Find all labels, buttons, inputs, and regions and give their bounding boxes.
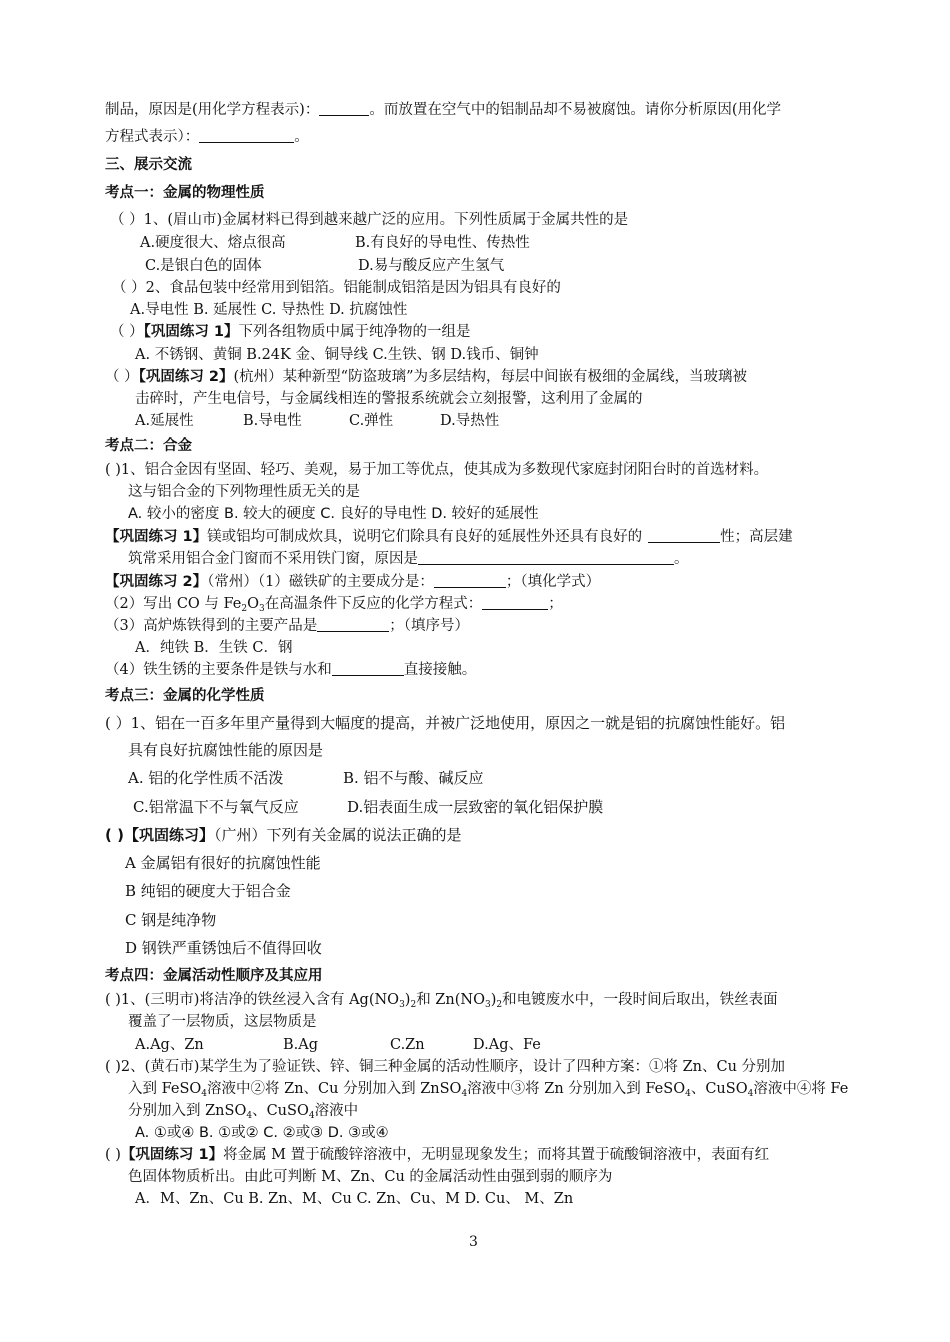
options-row: A. ①或④ B. ①或② C. ②或③ D. ③或④ bbox=[135, 1125, 389, 1141]
answer-blank[interactable] bbox=[317, 617, 389, 632]
answer-blank[interactable] bbox=[319, 101, 369, 116]
topic-1-title: 考点一：金属的物理性质 bbox=[105, 185, 265, 201]
option: A.硬度很大、熔点很高 bbox=[140, 235, 286, 251]
section-heading: 三、展示交流 bbox=[105, 157, 192, 173]
question: （ ）【巩固练习 1】下列各组物质中属于纯净物的一组是 bbox=[110, 324, 471, 340]
topic-2-title: 考点二：合金 bbox=[105, 438, 192, 454]
option: A. 铝的化学性质不活泼 bbox=[128, 769, 284, 787]
option: D.Ag、Fe bbox=[473, 1037, 541, 1053]
topic-4-title: 考点四：金属活动性顺序及其应用 bbox=[105, 968, 323, 984]
answer-blank[interactable] bbox=[332, 661, 404, 676]
option: D 钢铁严重锈蚀后不值得回收 bbox=[125, 939, 322, 957]
option: A 金属铝有很好的抗腐蚀性能 bbox=[125, 854, 321, 872]
option: D.导热性 bbox=[440, 413, 500, 429]
question-continued: 覆盖了一层物质，这层物质是 bbox=[128, 1014, 317, 1030]
options-row: A. 不锈钢、黄铜 B.24K 金、铜导线 C.生铁、钢 D.钱币、铜钟 bbox=[135, 347, 539, 363]
option: B.导电性 bbox=[243, 413, 302, 429]
option: B.Ag bbox=[283, 1037, 319, 1053]
question-continued: 这与铝合金的下列物理性质无关的是 bbox=[128, 484, 360, 500]
question: ( )1、铝合金因有坚固、轻巧、美观，易于加工等优点，使其成为多数现代家庭封闭阳台时的首选材料。 bbox=[105, 462, 769, 478]
question: （ ）2、食品包装中经常用到铝箔。铝能制成铝箔是因为铝具有良好的 bbox=[112, 280, 561, 296]
exercise: ( )【巩固练习 1】将金属 M 置于硫酸锌溶液中，无明显现象发生；而将其置于硫酸铜溶液中，表面有红 bbox=[105, 1147, 770, 1163]
answer-blank[interactable] bbox=[482, 595, 548, 610]
question: （ ）1、(眉山市)金属材料已得到越来越广泛的应用。下列性质属于金属共性的是 bbox=[110, 212, 629, 228]
exercise-continued: 筑常采用铝合金门窗而不采用铁门窗，原因是 。 bbox=[128, 551, 689, 567]
exercise-part: （2）写出 CO 与 $Fe_2O_3$在高温条件下反应的化学方程式： ； bbox=[105, 596, 563, 614]
option: B 纯铝的硬度大于铝合金 bbox=[125, 882, 291, 900]
question: ( )2、(黄石市)某学生为了验证铁、锌、铜三种金属的活动性顺序，设计了四种方案：①将 Zn、Cu 分别加 bbox=[105, 1059, 786, 1075]
question-continued: 击碎时，产生电信号，与金属线相连的警报系统就会立刻报警，这利用了金属的 bbox=[135, 391, 643, 407]
option: D.铝表面生成一层致密的氧化铝保护膜 bbox=[347, 798, 604, 816]
option: C.Zn bbox=[390, 1037, 425, 1053]
question-continued: 具有良好抗腐蚀性能的原因是 bbox=[128, 741, 324, 759]
page-number: 3 bbox=[469, 1234, 478, 1250]
answer-blank[interactable] bbox=[434, 573, 506, 588]
exercise: 【巩固练习 2】（常州）（1）磁铁矿的主要成分是： ；（填化学式） bbox=[105, 574, 601, 590]
intro-line-1: 制品，原因是(用化学方程表示)： 。而放置在空气中的铝制品却不易被腐蚀。请你分析原因(用化学 bbox=[105, 102, 781, 118]
option: A.Ag、Zn bbox=[135, 1037, 204, 1053]
options-row: A. 较小的密度 B. 较大的硬度 C. 良好的导电性 D. 较好的延展性 bbox=[128, 506, 539, 522]
options-row: A.导电性 B. 延展性 C. 导热性 D. 抗腐蚀性 bbox=[130, 302, 408, 318]
question: ( )1、(三明市)将洁净的铁丝浸入含有 $Ag(NO_3)_2$和 $Zn(NO_3)_2$和电镀废水中，一段时间后取出，铁丝表面 bbox=[105, 992, 778, 1010]
question: ( ）1、铝在一百多年里产量得到大幅度的提高，并被广泛地使用，原因之一就是铝的抗腐蚀性能好。铝 bbox=[105, 714, 786, 732]
option: C.弹性 bbox=[349, 413, 394, 429]
topic-3-title: 考点三：金属的化学性质 bbox=[105, 688, 265, 704]
answer-blank[interactable] bbox=[199, 128, 294, 143]
option: B. 铝不与酸、碱反应 bbox=[343, 769, 484, 787]
option: C.铝常温下不与氧气反应 bbox=[133, 798, 299, 816]
option: A.延展性 bbox=[135, 413, 194, 429]
exercise-part: （4）铁生锈的主要条件是铁与水和 直接接触。 bbox=[105, 662, 477, 678]
exercise-continued: 色固体物质析出。由此可判断 M、Zn、Cu 的金属活动性由强到弱的顺序为 bbox=[128, 1169, 613, 1185]
exercise: ( )【巩固练习】（广州）下列有关金属的说法正确的是 bbox=[105, 826, 462, 844]
question: （ ）【巩固练习 2】(杭州）某种新型“防盗玻璃”为多层结构，每层中间嵌有极细的金属线，当玻璃被 bbox=[105, 369, 747, 385]
exercise-part: （3）高炉炼铁得到的主要产品是 ；（填序号） bbox=[105, 618, 469, 634]
option: B.有良好的导电性、传热性 bbox=[355, 235, 530, 251]
options-row: A．纯铁 B．生铁 C．钢 bbox=[135, 640, 293, 656]
intro-line-2: 方程式表示）： 。 bbox=[105, 129, 309, 145]
options-row: A．M、Zn、Cu B. Zn、M、Cu C. Zn、Cu、M D. Cu、 M、Zn bbox=[135, 1191, 574, 1207]
exercise: 【巩固练习 1】镁或铝均可制成炊具，说明它们除具有良好的延展性外还具有良好的 性；高层建 bbox=[105, 529, 793, 545]
option: C.是银白色的固体 bbox=[145, 258, 262, 274]
answer-blank[interactable] bbox=[648, 528, 720, 543]
answer-blank[interactable] bbox=[418, 550, 674, 565]
option: D.易与酸反应产生氢气 bbox=[358, 258, 505, 274]
question-continued: 分别加入到 ZnSO$_4$、CuSO$_4$溶液中 bbox=[128, 1103, 359, 1121]
option: C 钢是纯净物 bbox=[125, 911, 217, 929]
question-continued: 入到 FeSO$_4$溶液中②将 Zn、Cu 分别加入到 ZnSO$_4$溶液中③将 Zn 分别加入到 FeSO$_4$、CuSO$_4$溶液中④将 Fe bbox=[128, 1081, 849, 1099]
